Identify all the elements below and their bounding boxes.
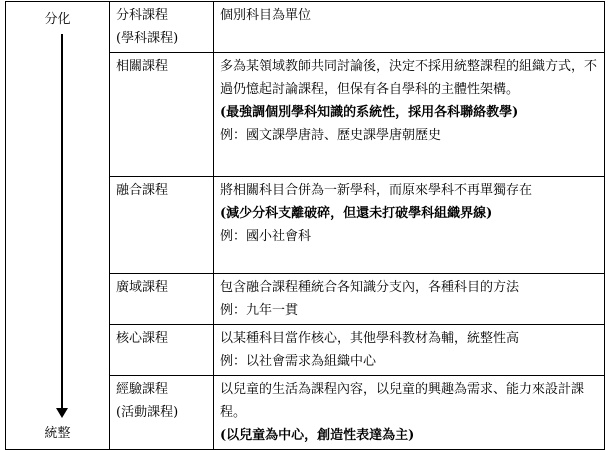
curriculum-type-cell [110,274,214,325]
description-text: 多為某領域教師共同討論後，決定不採用統整課程的組織方式，不過仍憶起討論課程，但保有各自學科的主體性架構。 [220,59,598,97]
curriculum-type-cell [110,2,214,53]
curriculum-type-name: 廣域課程 [116,280,169,295]
description-text: 以某種科目當作核心，其他學科教材為輔，統整性高 [220,331,520,346]
curriculum-types-table [5,1,605,450]
curriculum-type-name: 經驗課程 [116,382,169,397]
curriculum-type-name: 分科課程 [116,8,169,23]
curriculum-type-name: 相關課程 [116,59,169,74]
curriculum-description-cell [214,53,605,177]
emphasis-text: (減少分科支離破碎，但還未打破學科組織界線) [220,206,493,221]
curriculum-description-cell [214,2,605,53]
curriculum-description-cell [214,177,605,274]
example-text: 例：以社會需求為組織中心 [220,354,377,369]
description-text: 個別科目為單位 [220,8,312,23]
example-text: 例：九年一貫 [220,303,299,318]
curriculum-description-cell [214,325,605,376]
curriculum-type-cell [110,177,214,274]
description-text: 將相關科目合併為一新學科，而原來學科不再單獨存在 [220,183,533,198]
emphasis-text: (以兒童為中心，創造性表達為主) [220,428,415,443]
curriculum-description-cell [214,274,605,325]
down-arrow-icon [56,408,68,418]
curriculum-type-name: 核心課程 [116,331,169,346]
curriculum-type-cell [110,53,214,177]
axis-arrow-line [61,34,63,409]
curriculum-type-name: 融合課程 [116,183,169,198]
table-row [6,2,605,53]
emphasis-text: (最強調個別學科知識的系統性，採用各科聯絡教學) [220,105,519,120]
example-text: 例：國小社會科 [220,229,312,244]
description-text: 包含融合課程種統合各知識分支內，各種科目的方法 [220,280,520,295]
axis-bottom-label: 統整 [44,426,71,441]
differentiation-integration-axis [6,2,110,450]
axis-top-label: 分化 [44,12,71,27]
curriculum-type-cell [110,325,214,376]
description-text: 以兒童的生活為課程內容，以兒童的興趣為需求、能力來設計課程。 [220,382,585,420]
curriculum-type-cell [110,376,214,450]
curriculum-type-alias: (學科課程) [116,31,179,46]
curriculum-type-alias: (活動課程) [116,405,179,420]
example-text: 例：國文課學唐詩、歷史課學唐朝歷史 [220,128,442,143]
curriculum-description-cell [214,376,605,450]
